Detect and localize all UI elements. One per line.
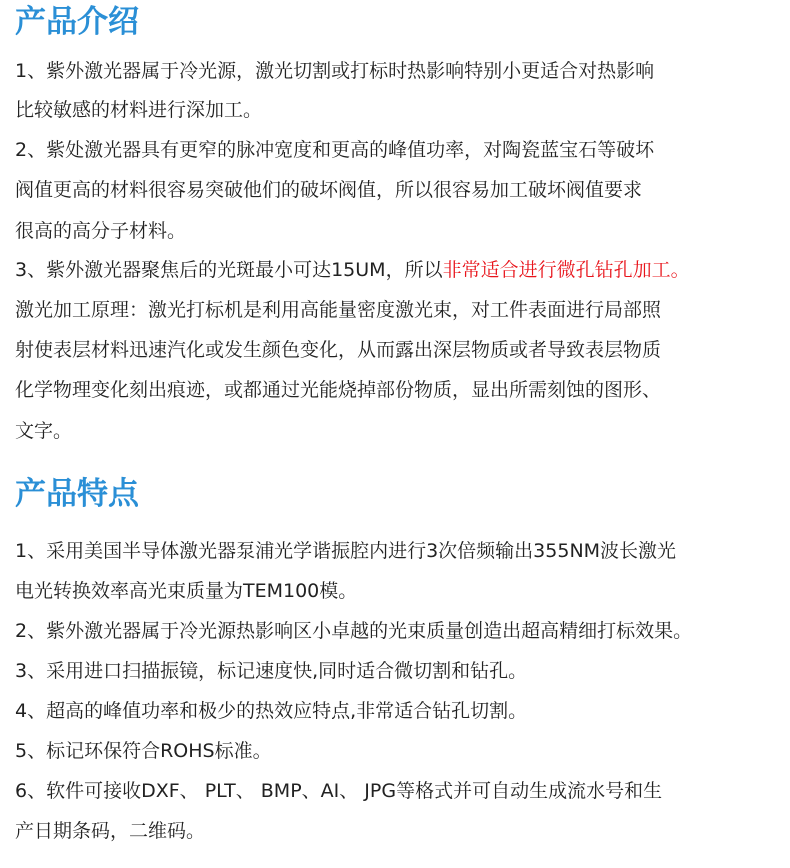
intro-line-8: 射使表层材料迅速汽化或发生颜色变化，从而露出深层物质或者导致表层物质 — [15, 339, 662, 361]
section-title-product-intro: 产品介绍 — [15, 4, 139, 40]
intro-line-5: 很高的高分子材料。 — [15, 220, 187, 242]
intro-line-6-text: 3、紫外激光器聚焦后的光斑最小可达15UM，所以 — [15, 259, 443, 281]
feature-line-1: 1、采用美国半导体激光器泵浦光学谐振腔内进行3次倍频输出355NM波长激光 — [15, 540, 677, 562]
feature-line-2: 电光转换效率高光束质量为TEM100模。 — [15, 580, 358, 602]
feature-line-4: 3、采用进口扫描振镜，标记速度快,同时适合微切割和钻孔。 — [15, 660, 528, 682]
feature-line-6: 5、标记环保符合ROHS标准。 — [15, 740, 272, 762]
feature-line-5: 4、超高的峰值功率和极少的热效应特点,非常适合钻孔切割。 — [15, 700, 528, 722]
feature-line-8: 产日期条码，二维码。 — [15, 820, 206, 842]
intro-line-9: 化学物理变化刻出痕迹，或都通过光能烧掉部份物质，显出所需刻蚀的图形、 — [15, 379, 662, 401]
feature-line-3: 2、紫外激光器属于冷光源热影响区小卓越的光束质量创造出超高精细打标效果。 — [15, 620, 693, 642]
intro-line-6 — [15, 257, 690, 283]
intro-line-2: 比较敏感的材料进行深加工。 — [15, 99, 263, 121]
highlight-text: 非常适合进行微孔钻孔加工。 — [442, 259, 690, 281]
intro-line-3: 2、紫处激光器具有更窄的脉冲宽度和更高的峰值功率，对陶瓷蓝宝石等破坏 — [15, 139, 655, 161]
intro-line-10: 文字。 — [15, 420, 73, 442]
feature-line-7: 6、软件可接收DXF、 PLT、 BMP、AI、 JPG等格式并可自动生成流水号和生 — [15, 780, 663, 802]
intro-line-1: 1、紫外激光器属于冷光源，激光切割或打标时热影响特别小更适合对热影响 — [15, 60, 655, 82]
intro-line-7: 激光加工原理：激光打标机是利用高能量密度激光束，对工件表面进行局部照 — [15, 299, 662, 321]
section-title-product-features: 产品特点 — [15, 476, 139, 512]
intro-line-4: 阀值更高的材料很容易突破他们的破坏阀值，所以很容易加工破坏阀值要求 — [15, 179, 643, 201]
